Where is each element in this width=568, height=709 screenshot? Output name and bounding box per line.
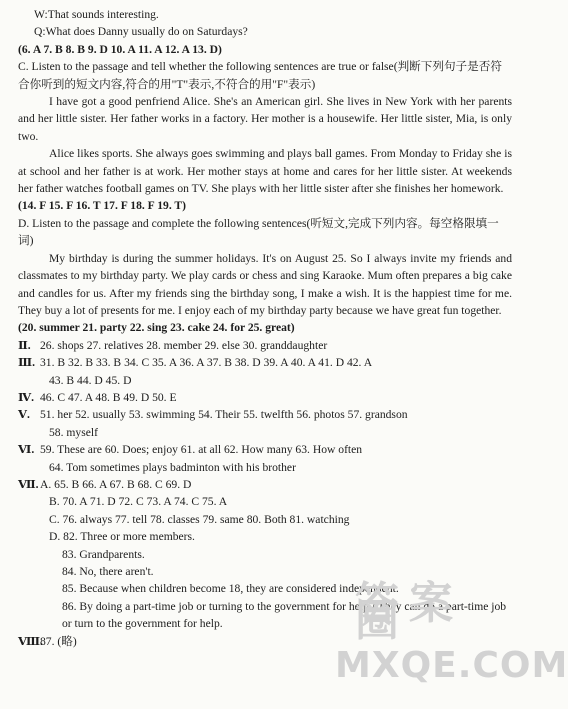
section-7-part-c: C. 76. always 77. tell 78. classes 79. same 80. Both 81. watching bbox=[49, 512, 350, 526]
section-6-numeral: Ⅵ. bbox=[18, 443, 35, 457]
section-c-paragraph-2: Alice likes sports. She always goes swimming and plays ball games. From Monday to Friday she is at school and her father is at work. Her mother stays at home and cares for her little sister. At weekends her father watches football games on TV. She plays with her little sister after she finishes her homework. bbox=[18, 147, 512, 196]
section-8-answers bbox=[18, 633, 512, 650]
section-3-numeral: Ⅲ. bbox=[18, 356, 36, 370]
section-5-numeral: Ⅴ. bbox=[18, 408, 30, 422]
section-d-paragraph: My birthday is during the summer holidays. It's on August 25. So I always invite my friends and classmates to my birthday party. We play cards or chess and sing Karaoke. Mum often prepares a big cake and candles for us. After my friends sing the birthday song, I make a wish. It is the happiest time for me. They buy a lot of presents for me. I enjoy each of my birthday party because we have great fun together. bbox=[18, 251, 512, 317]
section-5-line-1: 51. her 52. usually 53. swimming 54. Their 55. twelfth 56. photos 57. grandson bbox=[40, 408, 408, 422]
section-4-text: 46. C 47. A 48. B 49. D 50. E bbox=[40, 390, 177, 404]
watermark-en: MXQE.COM bbox=[335, 645, 568, 686]
section-3-line-1: 31. B 32. B 33. B 34. C 35. A 36. A 37. B 38. D 39. A 40. A 41. D 42. A bbox=[40, 356, 373, 370]
section-7-a-text: A. 65. B 66. A 67. B 68. C 69. D bbox=[40, 477, 192, 491]
section-2-text: 26. shops 27. relatives 28. member 29. else 30. granddaughter bbox=[40, 338, 328, 352]
section-7-part-d-82: D. 82. Three or more members. bbox=[49, 530, 195, 544]
section-5-answers bbox=[18, 406, 512, 423]
section-3-answers bbox=[18, 354, 512, 371]
section-c-answers: (14. F 15. F 16. T 17. F 18. F 19. T) bbox=[18, 199, 187, 213]
section-4-numeral: Ⅳ. bbox=[18, 390, 35, 404]
section-7-part-a bbox=[18, 476, 512, 493]
section-d-heading: D. Listen to the passage and complete the following sentences(听短文,完成下列内容。每空格限填一词) bbox=[18, 216, 499, 248]
watermark-cn: 答案圈 bbox=[355, 578, 463, 647]
section-6-line-1: 59. These are 60. Does; enjoy 61. at all 62. How many 63. How often bbox=[40, 443, 363, 457]
section-2-answers bbox=[18, 337, 512, 354]
answers-6-13: (6. A 7. B 8. B 9. D 10. A 11. A 12. A 13. D) bbox=[18, 42, 222, 56]
section-8-numeral: Ⅷ. bbox=[18, 634, 43, 648]
section-3-line-2: 43. B 44. D 45. D bbox=[49, 373, 132, 387]
section-7-part-d-84: 84. No, there aren't. bbox=[62, 565, 154, 578]
section-7-part-d-85: 85. Because when children become 18, they are considered independent. bbox=[62, 582, 399, 596]
dialog-q-line: Q:What does Danny usually do on Saturdays? bbox=[34, 25, 248, 39]
section-c-paragraph-1: I have got a good penfriend Alice. She's an American girl. She lives in New York with her parents and her little sister. Her father works in a factory. Her mother is a housewife. Her little sister, Mia, is only two. bbox=[18, 95, 512, 143]
section-2-numeral: Ⅱ. bbox=[18, 338, 31, 352]
section-d-answers: (20. summer 21. party 22. sing 23. cake 24. for 25. great) bbox=[18, 321, 295, 335]
dialog-w-line: W:That sounds interesting. bbox=[34, 8, 159, 21]
section-7-part-d-86: 86. By doing a part-time job or turning to the government for help./ They can do a part-time job or turn to the government for help. bbox=[62, 599, 507, 631]
section-7-numeral: Ⅶ. bbox=[18, 477, 39, 491]
section-6-line-2: 64. Tom sometimes plays badminton with his brother bbox=[49, 460, 296, 474]
section-4-answers bbox=[18, 389, 512, 406]
section-c-heading: C. Listen to the passage and tell whether the following sentences are true or false(判断下列句子是否符合你听到的短文内容,符合的用"T"表示,不符合的用"F"表示) bbox=[18, 60, 502, 91]
section-8-text: 87. (略) bbox=[40, 634, 77, 648]
section-6-answers bbox=[18, 441, 512, 458]
answer-key-page bbox=[18, 6, 512, 650]
section-7-part-d-83: 83. Grandparents. bbox=[62, 547, 145, 561]
section-7-part-b: B. 70. A 71. D 72. C 73. A 74. C 75. A bbox=[49, 495, 228, 509]
section-5-line-2: 58. myself bbox=[49, 425, 98, 439]
